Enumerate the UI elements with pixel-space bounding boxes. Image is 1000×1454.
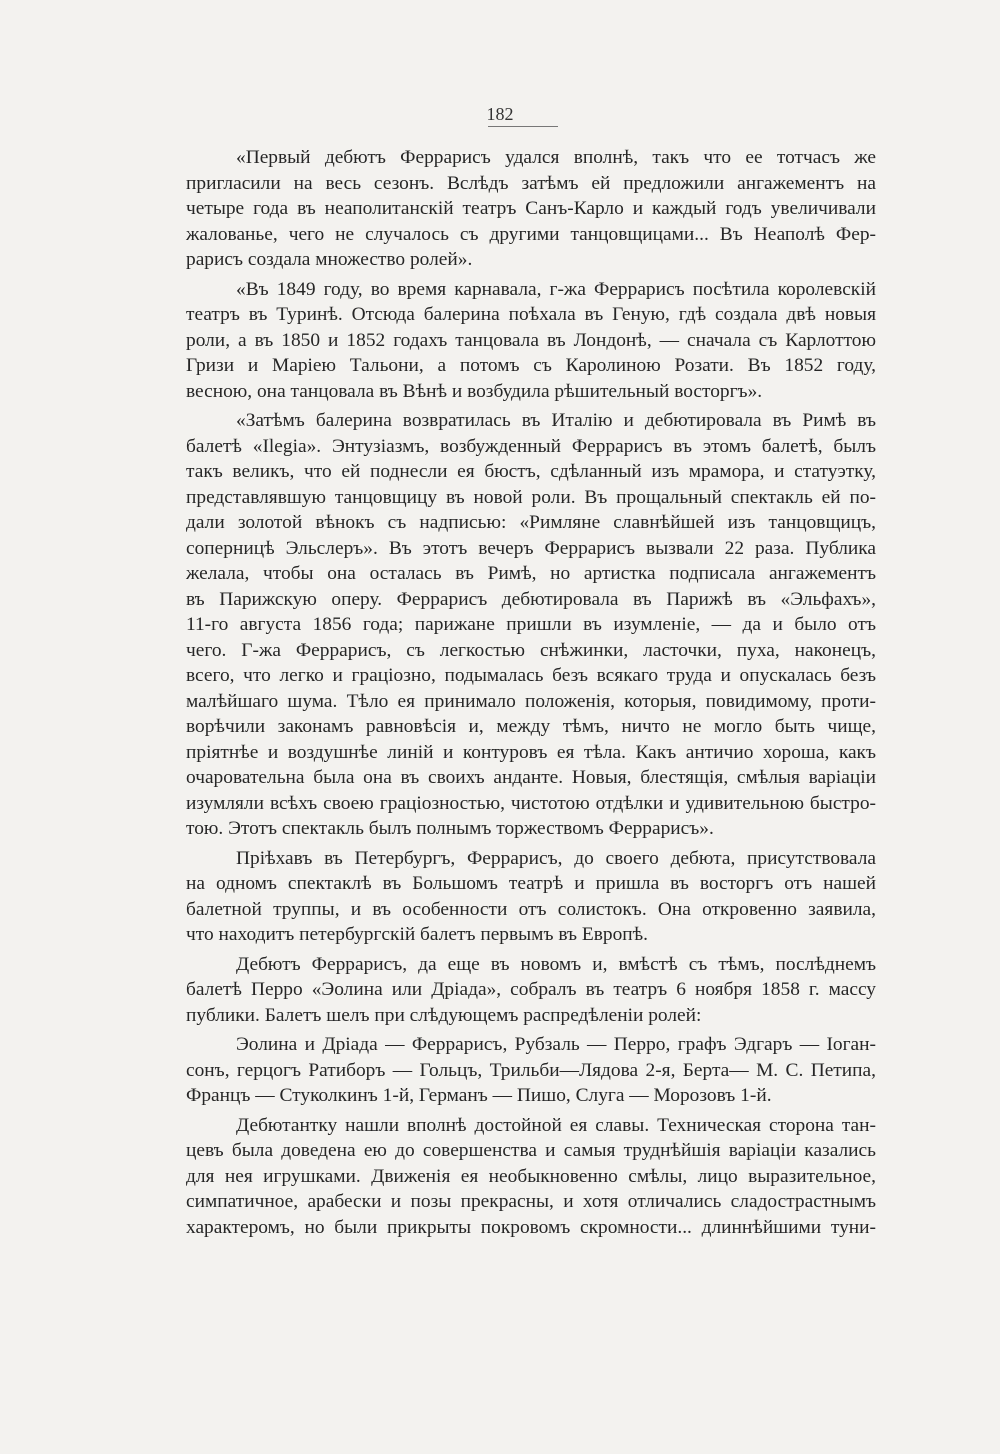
paragraph	[186, 408, 876, 842]
paragraph	[186, 1113, 876, 1241]
text-line: Дебютантку нашли вполнѣ достойной ея славы. Техническая сторона тан-	[236, 1114, 876, 1136]
paragraph	[186, 277, 876, 405]
text-line: для нея игрушками. Движенія ея необыкновенно смѣлы, лицо выразительное,	[186, 1165, 876, 1187]
paragraph	[186, 952, 876, 1029]
text-line: театръ въ Туринѣ. Отсюда балерина поѣхала въ Геную, гдѣ создала двѣ новыя	[186, 304, 876, 325]
text-line: рарисъ создала множество ролей».	[186, 249, 473, 270]
text-line: четыре года въ неаполитанскій театръ Санъ-Карло и каждый годъ увеличивали	[186, 198, 876, 219]
text-line: жалованье, чего не случалось съ другими танцовщицами... Въ Неаполѣ Фер-	[186, 223, 876, 245]
text-line: что находитъ петербургскій балетъ первымъ въ Европѣ.	[186, 924, 649, 945]
text-line: малѣйшаго шума. Тѣло ея принимало положенія, которыя, повидимому, проти-	[186, 690, 876, 712]
text-line: желала, чтобы она осталась въ Римѣ, но артистка подписала ангажементъ	[186, 563, 876, 584]
text-line: Дебютъ Феррарисъ, да еще въ новомъ и, вмѣстѣ съ тѣмъ, послѣднемъ	[236, 953, 876, 975]
page-number-rule	[488, 126, 558, 127]
text-line: очаровательна была она въ своихъ анданте. Новыя, блестящія, смѣлыя варіаціи	[186, 767, 876, 788]
text-line: балетѣ «Ilegia». Энтузіазмъ, возбужденный Феррарисъ въ этомъ балетѣ, былъ	[186, 435, 876, 457]
text-line: представлявшую танцовщицу въ новой роли. Въ прощальный спектакль ей по-	[186, 486, 876, 508]
text-line: дали золотой вѣнокъ съ надписью: «Римляне славнѣйшей изъ танцовщицъ,	[186, 512, 876, 533]
text-line: весною, она танцовала въ Вѣнѣ и возбудила рѣшительный восторгъ».	[186, 380, 763, 402]
text-line: на одномъ спектаклѣ въ Большомъ театрѣ и пришла въ восторгъ отъ нашей	[186, 873, 876, 894]
paragraph	[186, 846, 876, 948]
text-line: пригласили на весь сезонъ. Вслѣдъ затѣмъ ей предложили ангажементъ на	[186, 172, 876, 194]
page-number: 182	[486, 104, 514, 124]
text-line: публики. Балетъ шелъ при слѣдующемъ распредѣленіи ролей:	[186, 1004, 702, 1026]
text-line: «Въ 1849 году, во время карнавала, г-жа Феррарисъ посѣтила королевскій	[236, 278, 876, 300]
text-line: «Затѣмъ балерина возвратилась въ Италію и дебютировала въ Римѣ въ	[236, 410, 876, 431]
text-line: Францъ — Стуколкинъ 1-й, Германъ — Пишо, Слуга — Морозовъ 1-й.	[186, 1085, 772, 1106]
text-line: характеромъ, но были прикрыты покровомъ скромности... длиннѣйшими туни-	[186, 1216, 876, 1238]
text-line: соперницѣ Эльслеръ». Въ этотъ вечеръ Феррарисъ вызвали 22 раза. Публика	[186, 537, 876, 559]
text-line: чего. Г-жа Феррарисъ, съ легкостью снѣжинки, ласточки, пуха, наконецъ,	[186, 639, 876, 661]
text-line: въ Парижскую оперу. Феррарисъ дебютировала въ Парижѣ въ «Эльфахъ»,	[186, 588, 876, 610]
text-line: 11-го августа 1856 года; парижане пришли въ изумленіе, — да и было отъ	[186, 614, 876, 635]
text-line: Пріѣхавъ въ Петербургъ, Феррарисъ, до своего дебюта, присутствовала	[236, 847, 876, 869]
text-line: Эолина и Дріада — Феррарисъ, Рубзаль — Перро, графъ Эдгаръ — Іоган-	[236, 1034, 876, 1055]
paragraph	[186, 1032, 876, 1109]
text-line: сонъ, герцогъ Ратиборъ — Гольцъ, Трильби—Лядова 2-я, Берта— М. С. Петипа,	[186, 1059, 876, 1081]
text-line: такъ великъ, что ей поднесли ея бюстъ, сдѣланный изъ мрамора, и статуэтку,	[186, 461, 876, 482]
text-line: симпатичное, арабески и позы прекрасны, и хотя отличались сладострастнымъ	[186, 1191, 876, 1212]
text-line: «Первый дебютъ Феррарисъ удался вполнѣ, такъ что ее тотчасъ же	[236, 147, 876, 168]
text-line: всего, что легко и граціозно, подымалась безъ всякаго труда и опускалась безъ	[186, 665, 876, 686]
text-line: цевъ была доведена ею до совершенства и самыя труднѣйшія варіаціи казались	[186, 1140, 876, 1161]
body-text	[186, 145, 876, 1240]
text-line: пріятнѣе и воздушнѣе линій и контуровъ ея тѣла. Какъ античио хороша, какъ	[186, 741, 876, 763]
text-line: Гризи и Маріею Тальони, а потомъ съ Каролиною Розати. Въ 1852 году,	[186, 355, 876, 376]
text-line: балетной труппы, и въ особенности отъ солистокъ. Она откровенно заявила,	[186, 898, 876, 920]
paragraph	[186, 145, 876, 273]
text-line: балетѣ Перро «Эолина или Дріада», собралъ въ театръ 6 ноября 1858 г. массу	[186, 979, 876, 1000]
text-line: изумляли всѣхъ своею граціозностью, чистотою отдѣлки и удивительною быстро-	[186, 792, 876, 814]
text-line: роли, а въ 1850 и 1852 годахъ танцовала въ Лондонѣ, — сначала съ Карлоттою	[186, 329, 876, 351]
text-line: ворѣчили законамъ равновѣсія и, между тѣмъ, ничто не могло быть чище,	[186, 716, 876, 737]
text-line: тою. Этотъ спектакль былъ полнымъ торжествомъ Феррарисъ».	[186, 818, 714, 839]
